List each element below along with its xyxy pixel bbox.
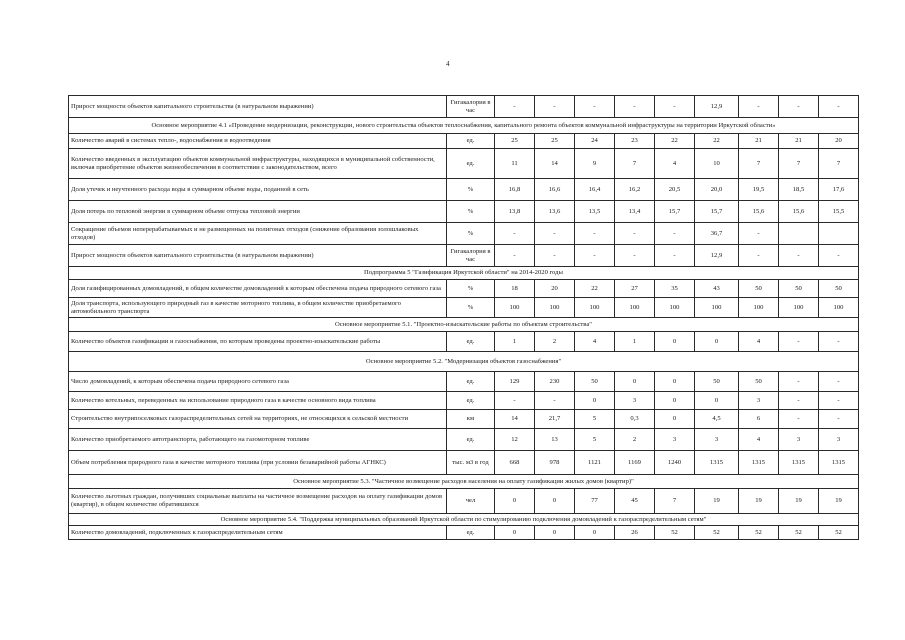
indicator-cell: Количество котельных, переведенных на использование природного газа в качестве основного вида топлива xyxy=(69,392,447,410)
table-row xyxy=(69,280,859,298)
value-cell: 52 xyxy=(655,526,695,540)
value-cell: 0 xyxy=(575,392,615,410)
value-cell: - xyxy=(535,392,575,410)
indicator-cell: Количество домовладений, подключенных к газораспределительным сетям xyxy=(69,526,447,540)
value-cell: 21 xyxy=(739,134,779,149)
unit-cell: ед. xyxy=(447,372,495,392)
table-row xyxy=(69,298,859,318)
section-title: Основное мероприятие 4.1 «Проведение модернизации, реконструкции, нового строительства объектов теплоснабжения, капитального ремонта объектов коммунальной инфраструктуры на территории Иркутской области» xyxy=(69,118,859,134)
value-cell: 230 xyxy=(535,372,575,392)
indicator-cell: Количество аварий в системах тепло-, водоснабжения и водоотведения xyxy=(69,134,447,149)
indicator-cell: Доля газифицированных домовладений, в общем количестве домовладений к которым обеспечена подача природного сетевого газа xyxy=(69,280,447,298)
table-row xyxy=(69,451,859,475)
value-cell: 1240 xyxy=(655,451,695,475)
table-row xyxy=(69,223,859,245)
indicator-cell: Количество введенных в эксплуатацию объектов коммунальной инфраструктуры, находящихся в муниципальной собственности, включая приобретение объектов жизнеобеспечения в соответствии с законодательством, всего xyxy=(69,149,447,179)
unit-cell: % xyxy=(447,201,495,223)
section-row xyxy=(69,318,859,332)
value-cell: - xyxy=(739,245,779,267)
table-row xyxy=(69,149,859,179)
value-cell: 100 xyxy=(575,298,615,318)
indicator-cell: Доля потерь по тепловой энергии в суммарном объеме отпуска тепловой энергии xyxy=(69,201,447,223)
value-cell: 19 xyxy=(739,489,779,514)
section-title: Подпрограмма 5 "Газификация Иркутской области" на 2014-2020 годы xyxy=(69,267,859,280)
value-cell: 26 xyxy=(615,526,655,540)
value-cell: 50 xyxy=(739,372,779,392)
table-row xyxy=(69,96,859,118)
section-row xyxy=(69,267,859,280)
value-cell: 21 xyxy=(779,134,819,149)
value-cell: - xyxy=(779,410,819,429)
value-cell: 1315 xyxy=(695,451,739,475)
value-cell: - xyxy=(779,392,819,410)
value-cell: 0 xyxy=(495,489,535,514)
value-cell: 13,4 xyxy=(615,201,655,223)
value-cell: 50 xyxy=(695,372,739,392)
value-cell: 0 xyxy=(695,332,739,352)
value-cell: 43 xyxy=(695,280,739,298)
value-cell: 4 xyxy=(739,332,779,352)
value-cell: 0 xyxy=(535,526,575,540)
unit-cell: ед. xyxy=(447,526,495,540)
value-cell: 27 xyxy=(615,280,655,298)
value-cell: 50 xyxy=(819,280,859,298)
unit-cell: ед. xyxy=(447,149,495,179)
value-cell: 18 xyxy=(495,280,535,298)
value-cell: 0 xyxy=(575,526,615,540)
value-cell: - xyxy=(819,392,859,410)
value-cell: 7 xyxy=(819,149,859,179)
table-body xyxy=(69,96,859,540)
value-cell: 1 xyxy=(495,332,535,352)
value-cell: 3 xyxy=(615,392,655,410)
unit-cell: % xyxy=(447,298,495,318)
section-title: Основное мероприятие 5.4. "Поддержка муниципальных образований Иркутской области по стимулированию подключения домовладений к газораспределительным сетям" xyxy=(69,514,859,526)
value-cell: 3 xyxy=(819,429,859,451)
value-cell: 52 xyxy=(695,526,739,540)
value-cell: 100 xyxy=(655,298,695,318)
value-cell: 1315 xyxy=(819,451,859,475)
value-cell: 4 xyxy=(739,429,779,451)
value-cell: 3 xyxy=(695,429,739,451)
value-cell: 4,5 xyxy=(695,410,739,429)
value-cell: 100 xyxy=(819,298,859,318)
unit-cell: ед. xyxy=(447,429,495,451)
value-cell: 11 xyxy=(495,149,535,179)
value-cell: - xyxy=(495,392,535,410)
unit-cell: Гигакалория в час xyxy=(447,245,495,267)
value-cell: 19 xyxy=(695,489,739,514)
value-cell: - xyxy=(819,245,859,267)
value-cell: 52 xyxy=(739,526,779,540)
value-cell: 0 xyxy=(655,332,695,352)
value-cell: 7 xyxy=(739,149,779,179)
value-cell: 21,7 xyxy=(535,410,575,429)
indicator-cell: Количество льготных граждан, получивших социальные выплаты на частичное возмещение расходов на оплату газификации домов (квартир), в общем количестве обратившихся xyxy=(69,489,447,514)
value-cell: 12,9 xyxy=(695,245,739,267)
unit-cell: ед. xyxy=(447,332,495,352)
value-cell: - xyxy=(779,372,819,392)
value-cell: 16,6 xyxy=(535,179,575,201)
value-cell: - xyxy=(615,96,655,118)
page-number: 4 xyxy=(446,60,450,68)
section-row xyxy=(69,514,859,526)
table-row xyxy=(69,526,859,540)
indicator-cell: Количество объектов газификации и газоснабжения, по которым проведены проектно-изыскательские работы xyxy=(69,332,447,352)
value-cell: 0 xyxy=(495,526,535,540)
value-cell: 0 xyxy=(535,489,575,514)
value-cell: - xyxy=(495,223,535,245)
value-cell: 7 xyxy=(615,149,655,179)
value-cell: 14 xyxy=(495,410,535,429)
indicator-cell: Строительство внутрипоселковых газораспределительных сетей на территориях, не относящихся к сельской местности xyxy=(69,410,447,429)
value-cell: - xyxy=(615,223,655,245)
value-cell: 12 xyxy=(495,429,535,451)
value-cell xyxy=(819,223,859,245)
indicator-cell: Количество приобретаемого автотранспорта, работающего на газомоторном топливе xyxy=(69,429,447,451)
value-cell: 24 xyxy=(575,134,615,149)
value-cell: 52 xyxy=(819,526,859,540)
value-cell: 17,6 xyxy=(819,179,859,201)
value-cell: 9 xyxy=(575,149,615,179)
value-cell: - xyxy=(819,332,859,352)
table-row xyxy=(69,179,859,201)
value-cell: 13,5 xyxy=(575,201,615,223)
value-cell: 45 xyxy=(615,489,655,514)
value-cell: - xyxy=(819,410,859,429)
section-title: Основное мероприятие 5.3. "Частичное возмещение расходов населения на оплату газификации жилых домов (квартир)" xyxy=(69,475,859,489)
value-cell: 1 xyxy=(615,332,655,352)
unit-cell: % xyxy=(447,223,495,245)
value-cell: - xyxy=(495,96,535,118)
value-cell: 35 xyxy=(655,280,695,298)
table-row xyxy=(69,201,859,223)
value-cell: 16,2 xyxy=(615,179,655,201)
value-cell: 19 xyxy=(819,489,859,514)
section-title: Основное мероприятие 5.2. "Модернизация объектов газоснабжения" xyxy=(69,352,859,372)
table-row xyxy=(69,332,859,352)
value-cell: 18,5 xyxy=(779,179,819,201)
value-cell: 14 xyxy=(535,149,575,179)
value-cell: 25 xyxy=(495,134,535,149)
table-row xyxy=(69,410,859,429)
value-cell xyxy=(779,223,819,245)
unit-cell: ед. xyxy=(447,134,495,149)
value-cell: 22 xyxy=(575,280,615,298)
unit-cell: км xyxy=(447,410,495,429)
value-cell: 100 xyxy=(495,298,535,318)
value-cell: 100 xyxy=(615,298,655,318)
value-cell: 12,9 xyxy=(695,96,739,118)
value-cell: 20,5 xyxy=(655,179,695,201)
value-cell: 100 xyxy=(779,298,819,318)
value-cell: 129 xyxy=(495,372,535,392)
value-cell: 15,7 xyxy=(695,201,739,223)
section-title: Основное мероприятие 5.1. "Проектно-изыскательские работы по объектам строительства" xyxy=(69,318,859,332)
table-row xyxy=(69,392,859,410)
value-cell: 15,6 xyxy=(739,201,779,223)
indicator-cell: Прирост мощности объектов капитального строительства (в натуральном выражении) xyxy=(69,96,447,118)
value-cell: - xyxy=(655,223,695,245)
value-cell: 13 xyxy=(535,429,575,451)
value-cell: 50 xyxy=(779,280,819,298)
value-cell: 7 xyxy=(655,489,695,514)
value-cell: 0 xyxy=(655,372,695,392)
value-cell: 22 xyxy=(695,134,739,149)
value-cell: 3 xyxy=(655,429,695,451)
value-cell: 0 xyxy=(615,372,655,392)
value-cell: 1169 xyxy=(615,451,655,475)
value-cell: - xyxy=(779,332,819,352)
value-cell: 25 xyxy=(535,134,575,149)
value-cell: 23 xyxy=(615,134,655,149)
indicator-cell: Число домовладений, к которым обеспечена подача природного сетевого газа xyxy=(69,372,447,392)
value-cell: 5 xyxy=(575,410,615,429)
value-cell: - xyxy=(535,96,575,118)
value-cell: 10 xyxy=(695,149,739,179)
section-row xyxy=(69,118,859,134)
value-cell: - xyxy=(779,96,819,118)
value-cell: 36,7 xyxy=(695,223,739,245)
value-cell: 2 xyxy=(535,332,575,352)
unit-cell: чел xyxy=(447,489,495,514)
indicator-cell: Доля транспорта, использующего природный газ в качестве моторного топлива, в общем количестве приобретаемого автомобильного транспорта xyxy=(69,298,447,318)
value-cell: 3 xyxy=(739,392,779,410)
indicators-table xyxy=(68,95,859,540)
value-cell: - xyxy=(739,223,779,245)
value-cell: 100 xyxy=(695,298,739,318)
value-cell: 100 xyxy=(535,298,575,318)
value-cell: 5 xyxy=(575,429,615,451)
value-cell: 77 xyxy=(575,489,615,514)
value-cell: 15,7 xyxy=(655,201,695,223)
value-cell: 6 xyxy=(739,410,779,429)
value-cell: 0 xyxy=(655,410,695,429)
indicator-cell: Прирост мощности объектов капитального строительства (в натуральном выражении) xyxy=(69,245,447,267)
value-cell: - xyxy=(819,372,859,392)
value-cell: - xyxy=(495,245,535,267)
value-cell: 50 xyxy=(739,280,779,298)
unit-cell: Гигакалория в час xyxy=(447,96,495,118)
table-row xyxy=(69,134,859,149)
value-cell: - xyxy=(655,245,695,267)
value-cell: 0 xyxy=(695,392,739,410)
table-row xyxy=(69,245,859,267)
value-cell: - xyxy=(535,223,575,245)
value-cell: 22 xyxy=(655,134,695,149)
value-cell: 1315 xyxy=(739,451,779,475)
indicator-cell: Сокращение объемов неперерабатываемых и не размещенных на полигонах отходов (снижение образования золошлаковых отходов) xyxy=(69,223,447,245)
value-cell: 13,8 xyxy=(495,201,535,223)
value-cell: 668 xyxy=(495,451,535,475)
value-cell: 16,8 xyxy=(495,179,535,201)
value-cell: - xyxy=(655,96,695,118)
value-cell: 2 xyxy=(615,429,655,451)
table-row xyxy=(69,429,859,451)
value-cell: 4 xyxy=(655,149,695,179)
section-row xyxy=(69,475,859,489)
value-cell: 15,6 xyxy=(779,201,819,223)
value-cell: 20 xyxy=(535,280,575,298)
value-cell: 19 xyxy=(779,489,819,514)
indicator-cell: Объем потребления природного газа в качестве моторного топлива (при условии безаварийной работы АГНКС) xyxy=(69,451,447,475)
value-cell: - xyxy=(535,245,575,267)
value-cell: 978 xyxy=(535,451,575,475)
table-row xyxy=(69,489,859,514)
value-cell: 15,5 xyxy=(819,201,859,223)
value-cell: - xyxy=(779,245,819,267)
value-cell: - xyxy=(575,96,615,118)
value-cell: 20,0 xyxy=(695,179,739,201)
value-cell: 19,5 xyxy=(739,179,779,201)
value-cell: 100 xyxy=(739,298,779,318)
value-cell: - xyxy=(575,223,615,245)
value-cell: - xyxy=(739,96,779,118)
value-cell: 16,4 xyxy=(575,179,615,201)
value-cell: 50 xyxy=(575,372,615,392)
unit-cell: % xyxy=(447,179,495,201)
value-cell: 1315 xyxy=(779,451,819,475)
unit-cell: тыс. м3 в год xyxy=(447,451,495,475)
unit-cell: % xyxy=(447,280,495,298)
value-cell: 7 xyxy=(779,149,819,179)
value-cell: 1121 xyxy=(575,451,615,475)
unit-cell: ед. xyxy=(447,392,495,410)
value-cell: 4 xyxy=(575,332,615,352)
value-cell: - xyxy=(615,245,655,267)
value-cell: 3 xyxy=(779,429,819,451)
value-cell: 20 xyxy=(819,134,859,149)
value-cell: 13,6 xyxy=(535,201,575,223)
section-row xyxy=(69,352,859,372)
value-cell: 0 xyxy=(655,392,695,410)
indicator-cell: Доля утечек и неучтенного расхода воды в суммарном объеме воды, поданной в сеть xyxy=(69,179,447,201)
table-row xyxy=(69,372,859,392)
value-cell: 0,3 xyxy=(615,410,655,429)
value-cell: - xyxy=(819,96,859,118)
value-cell: - xyxy=(575,245,615,267)
value-cell: 52 xyxy=(779,526,819,540)
